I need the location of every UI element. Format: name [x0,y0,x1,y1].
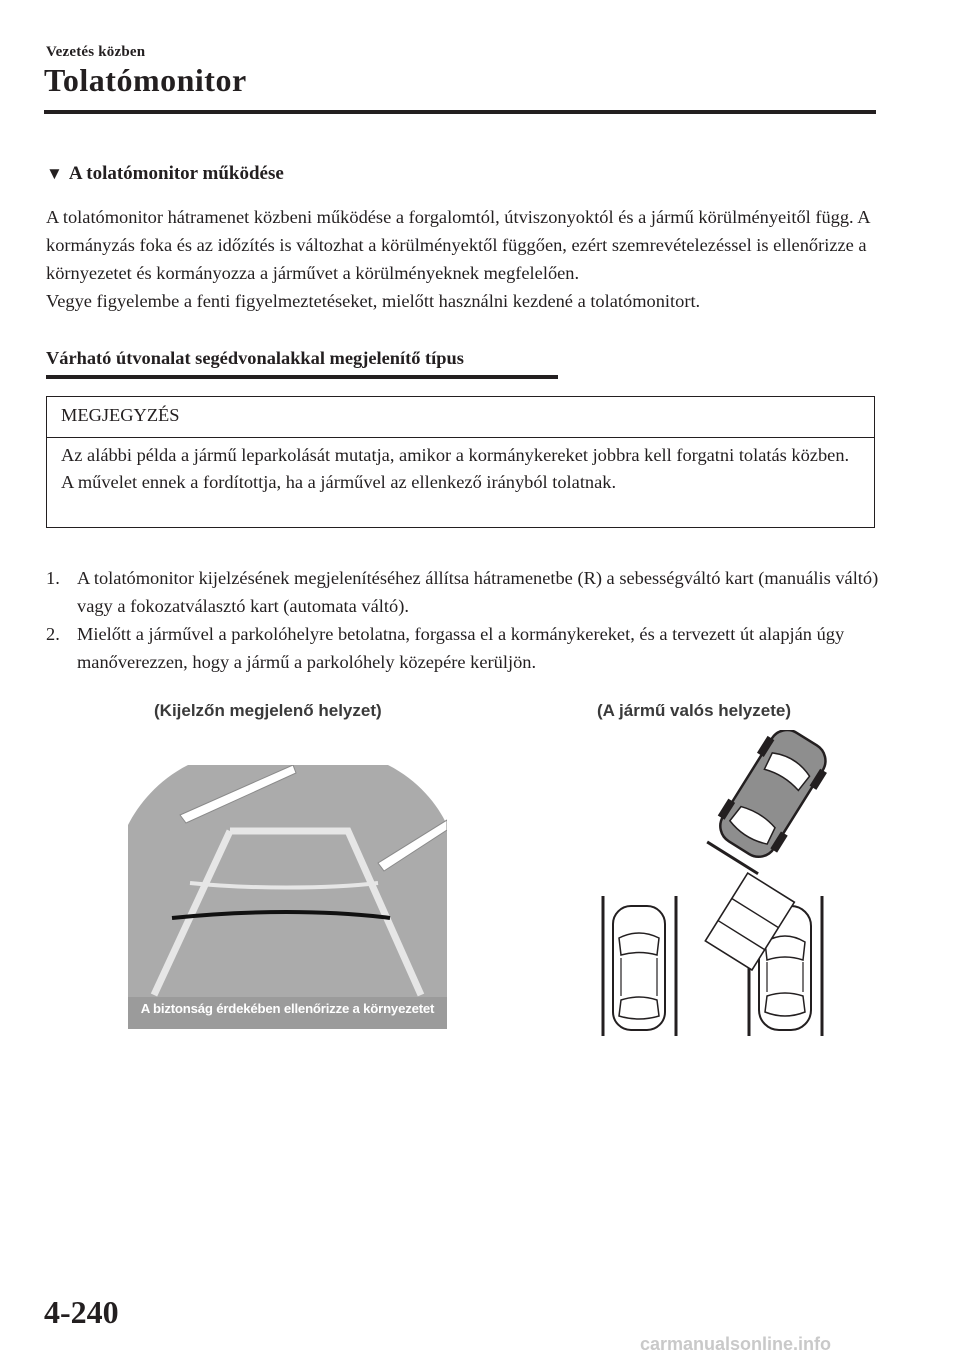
reversing-car [703,730,835,876]
title-rule [44,110,876,114]
step-item [46,564,882,620]
note-title: MEGJEGYZÉS [47,397,874,438]
sub-heading-underline [46,375,558,379]
step-text: A tolatómonitor kijelzésének megjelenítéséhez állítsa hátramenetbe (R) a sebességváltó kart (manuális váltó) vagy a fokozatválasztó kart (automata váltó). [77,568,879,616]
paragraph-2: Vegye figyelembe a fenti figyelmeztetéseket, mielőtt használni kezdené a tolatómonitort. [46,291,701,311]
step-item [46,620,882,676]
monitor-message: A biztonság érdekében ellenőrizze a környezetet [140,1001,435,1016]
intro-paragraphs [46,203,882,315]
step-number: 2. [46,624,60,644]
parked-car-left [613,906,665,1030]
section-label: Vezetés közben [46,44,146,60]
monitor-background [128,765,447,1029]
page-number: 4-240 [44,1294,119,1330]
page-title: Tolatómonitor [44,62,247,98]
note-body: Az alábbi példa a jármű leparkolását mutatja, amikor a kormánykereket jobbra kell forgatni tolatás közben. A művelet ennek a fordítottja, ha a járművel az ellenkező irányból tolatnak. [61,445,850,492]
figure-caption-display: (Kijelzőn megjelenő helyzet) [154,701,382,720]
step-number: 1. [46,568,60,588]
step-text: Mielőtt a járművel a parkolóhelyre betolatna, forgassa el a kormánykereket, és a tervezett út alapján úgy manőverezzen, hogy a jármű a parkolóhely közepére kerüljön. [77,624,845,672]
paragraph-1: A tolatómonitor hátramenet közbeni működése a forgalomtól, útviszonyoktól és a jármű körülményeitől függ. A kormányzás foka és az időzítés is változhat a körülményektől függően, ezért szemrevételezéssel is ellenőrizze a környezetet és kormányozza a járművet a körülményeknek megfelelően. [46,207,870,283]
sub-heading: Várható útvonalat segédvonalakkal megjelenítő típus [46,348,464,368]
watermark: carmanualsonline.info [640,1334,832,1354]
subsection-heading-text: A tolatómonitor működése [68,163,284,184]
triangle-marker-icon: ▼ [46,164,63,183]
rear-camera-monitor-illustration [128,765,447,1029]
figure-caption-actual: (A jármű valós helyzete) [597,701,791,720]
subsection-heading [46,163,284,185]
parking-situation-illustration [585,730,835,1040]
step-list [46,564,882,676]
note-box [46,396,875,528]
